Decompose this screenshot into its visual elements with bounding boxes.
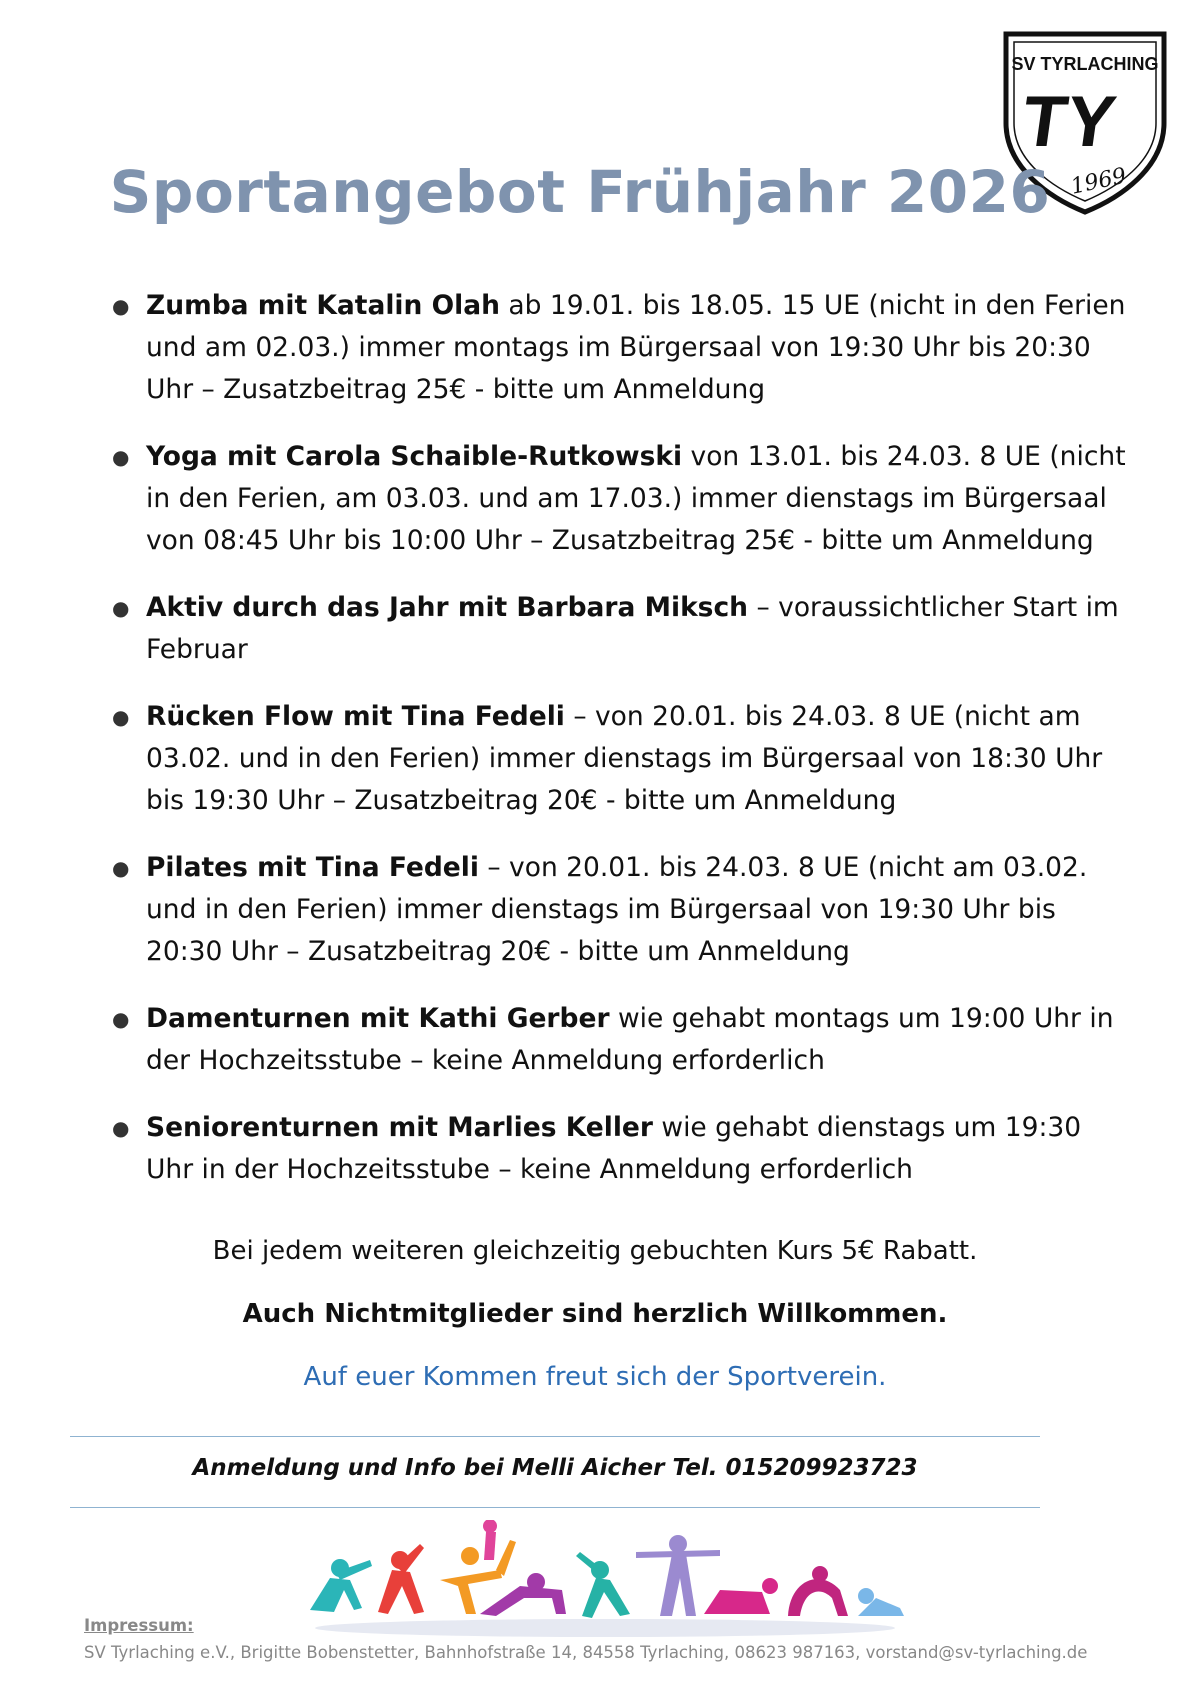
figure-teal-floor [576, 1552, 630, 1618]
course-details: – voraussichtlicher Start im Februar [146, 592, 1119, 665]
course-list [110, 285, 1130, 1216]
logo-year: 1969 [1068, 163, 1129, 200]
course-name: Aktiv durch das Jahr mit Barbara Miksch [146, 592, 749, 623]
figure-magenta [704, 1578, 778, 1614]
figure-deep-pink [788, 1566, 848, 1616]
course-item-zumba [110, 285, 1130, 411]
course-item-ruecken-flow [110, 696, 1130, 822]
bullet-icon: ● [112, 1116, 130, 1140]
impressum-text: SV Tyrlaching e.V., Brigitte Bobenstetter, Bahnhofstraße 14, 84558 Tyrlaching, 08623 987163, vorstand@sv-tyrlaching.de [84, 1643, 1088, 1662]
course-details: – von 20.01. bis 24.03. 8 UE (nicht am 03.02. und in den Ferien) immer dienstags im Bürgersaal von 19:30 Uhr bis 20:30 Uhr – Zusatzbeitrag 20€ - bitte um Anmeldung [146, 852, 1088, 967]
figure-light-blue [858, 1588, 904, 1616]
course-details: ab 19.01. bis 18.05. 15 UE (nicht in den Ferien und am 02.03.) immer montags im Bürgersaal von 19:30 Uhr bis 20:30 Uhr – Zusatzbeitrag 25€ - bitte um Anmeldung [146, 290, 1126, 405]
course-name: Yoga mit Carola Schaible-Rutkowski [146, 441, 683, 472]
closing-note: Auf euer Kommen freut sich der Sportverein. [303, 1362, 887, 1392]
bullet-icon: ● [112, 856, 130, 880]
course-name: Zumba mit Katalin Olah [146, 290, 500, 321]
divider-top [70, 1436, 1040, 1437]
figure-teal [310, 1559, 372, 1612]
course-details: – von 20.01. bis 24.03. 8 UE (nicht am 03.02. und in den Ferien) immer dienstags im Bürgersaal von 18:30 Uhr bis 19:30 Uhr – Zusatzbeitrag 20€ - bitte um Anmeldung [146, 701, 1103, 816]
course-item-yoga [110, 436, 1130, 562]
course-item-damenturnen [110, 998, 1130, 1082]
course-item-pilates [110, 847, 1130, 973]
course-item-seniorenturnen [110, 1107, 1130, 1191]
course-item-aktiv [110, 587, 1130, 671]
bullet-icon: ● [112, 1007, 130, 1031]
impressum-label: Impressum: [84, 1616, 194, 1635]
course-name: Pilates mit Tina Fedeli [146, 852, 479, 883]
figure-red [378, 1544, 424, 1614]
bullet-icon: ● [112, 705, 130, 729]
divider-bottom [70, 1507, 1040, 1508]
figure-pink [483, 1520, 497, 1560]
discount-note: Bei jedem weiteren gleichzeitig gebuchten Kurs 5€ Rabatt. [212, 1236, 978, 1266]
bullet-icon: ● [112, 596, 130, 620]
course-name: Seniorenturnen mit Marlies Keller [146, 1112, 653, 1143]
course-details: von 13.01. bis 24.03. 8 UE (nicht in den Ferien, am 03.03. und am 17.03.) immer dienstags im Bürgersaal von 08:45 Uhr bis 10:00 Uhr – Zusatzbeitrag 25€ - bitte um Anmeldung [146, 441, 1126, 556]
bullet-icon: ● [112, 445, 130, 469]
welcome-note: Auch Nichtmitglieder sind herzlich Willkommen. [242, 1299, 948, 1329]
figure-lavender [636, 1535, 720, 1616]
page-title: Sportangebot Frühjahr 2026 [109, 158, 1051, 226]
logo-monogram: TY [1017, 82, 1121, 162]
bullet-icon: ● [112, 294, 130, 318]
course-details: wie gehabt dienstags um 19:30 Uhr in der Hochzeitsstube – keine Anmeldung erforderlich [146, 1112, 1082, 1185]
course-name: Damenturnen mit Kathi Gerber [146, 1003, 610, 1034]
logo-club-name: SV TYRLACHING [1011, 54, 1159, 74]
contact-info: Anmeldung und Info bei Melli Aicher Tel. 015209923723 [192, 1455, 918, 1481]
course-details: wie gehabt montags um 19:00 Uhr in der Hochzeitsstube – keine Anmeldung erforderlich [146, 1003, 1114, 1076]
course-name: Rücken Flow mit Tina Fedeli [146, 701, 565, 732]
fitness-silhouettes-illustration [300, 1520, 910, 1640]
